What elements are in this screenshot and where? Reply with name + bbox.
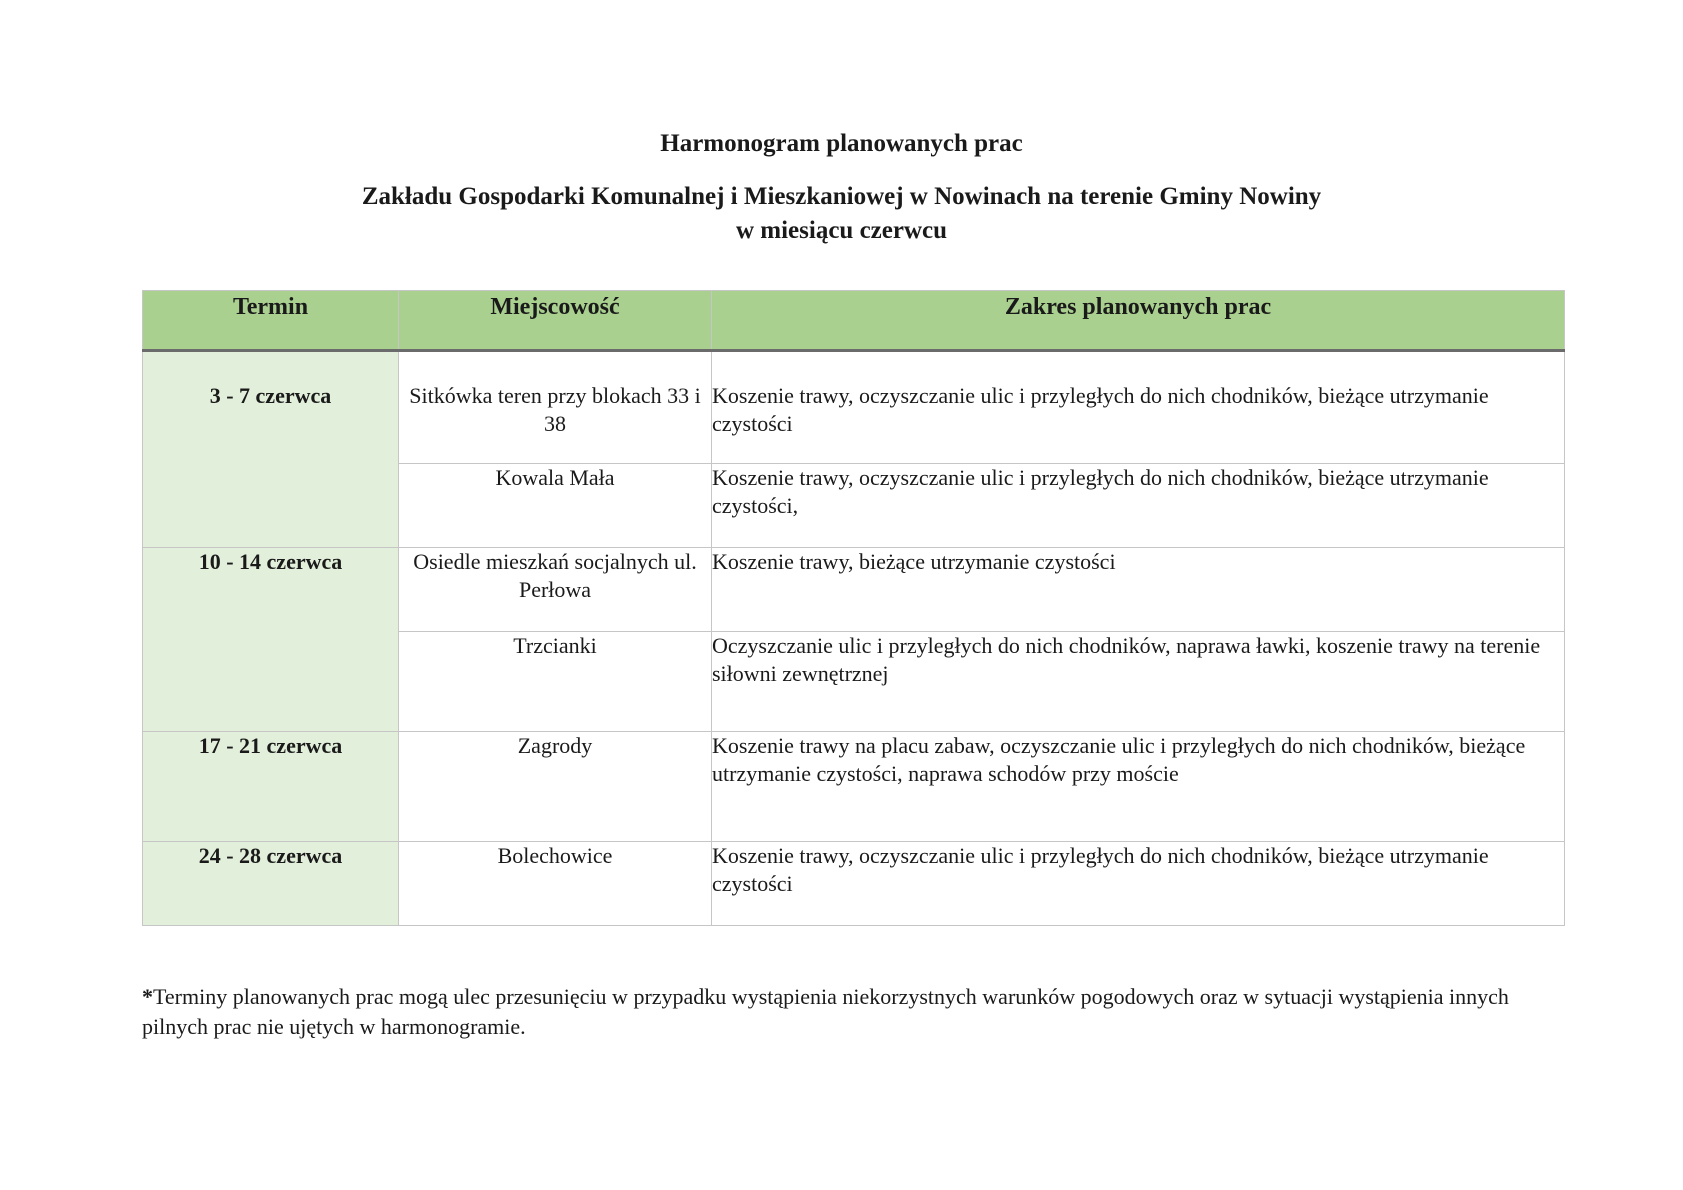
place-cell: Kowala Mała (399, 464, 712, 548)
term-cell: 24 - 28 czerwca (143, 842, 399, 926)
scope-cell: Koszenie trawy, bieżące utrzymanie czystości (712, 548, 1565, 632)
place-cell: Sitkówka teren przy blokach 33 i 38 (399, 351, 712, 464)
footnote-text: Terminy planowanych prac mogą ulec przesunięciu w przypadku wystąpienia niekorzystnych warunków pogodowych oraz w sytuacji wystąpienia innych pilnych prac nie ujętych w harmonogramie. (142, 984, 1509, 1039)
document-subtitle: Zakładu Gospodarki Komunalnej i Mieszkaniowej w Nowinach na terenie Gminy Nowiny (361, 183, 1322, 210)
table-row (143, 351, 1565, 464)
term-cell: 10 - 14 czerwca (143, 548, 399, 732)
term-cell: 3 - 7 czerwca (143, 351, 399, 548)
header-term: Termin (143, 291, 399, 351)
document-subtitle-month: w miesiącu czerwcu (735, 217, 948, 244)
place-cell: Zagrody (399, 732, 712, 842)
header-scope: Zakres planowanych prac (712, 291, 1565, 351)
scope-cell: Koszenie trawy, oczyszczanie ulic i przyległych do nich chodników, bieżące utrzymanie czystości (712, 351, 1565, 464)
table-row (143, 842, 1565, 926)
table-row (143, 732, 1565, 842)
place-cell: Osiedle mieszkań socjalnych ul. Perłowa (399, 548, 712, 632)
schedule-table (142, 290, 1565, 926)
scope-cell: Koszenie trawy, oczyszczanie ulic i przyległych do nich chodników, bieżące utrzymanie czystości (712, 842, 1565, 926)
scope-cell: Koszenie trawy na placu zabaw, oczyszczanie ulic i przyległych do nich chodników, bieżące utrzymanie czystości, naprawa schodów przy moście (712, 732, 1565, 842)
term-cell: 17 - 21 czerwca (143, 732, 399, 842)
place-cell: Trzcianki (399, 632, 712, 732)
footnote (142, 982, 1562, 1042)
scope-cell: Koszenie trawy, oczyszczanie ulic i przyległych do nich chodników, bieżące utrzymanie czystości, (712, 464, 1565, 548)
table-header-row (143, 291, 1565, 351)
header-place: Miejscowość (399, 291, 712, 351)
table-row (143, 548, 1565, 632)
document-title: Harmonogram planowanych prac (660, 130, 1023, 157)
footnote-star: * (142, 984, 153, 1009)
scope-cell: Oczyszczanie ulic i przyległych do nich chodników, naprawa ławki, koszenie trawy na terenie siłowni zewnętrznej (712, 632, 1565, 732)
place-cell: Bolechowice (399, 842, 712, 926)
